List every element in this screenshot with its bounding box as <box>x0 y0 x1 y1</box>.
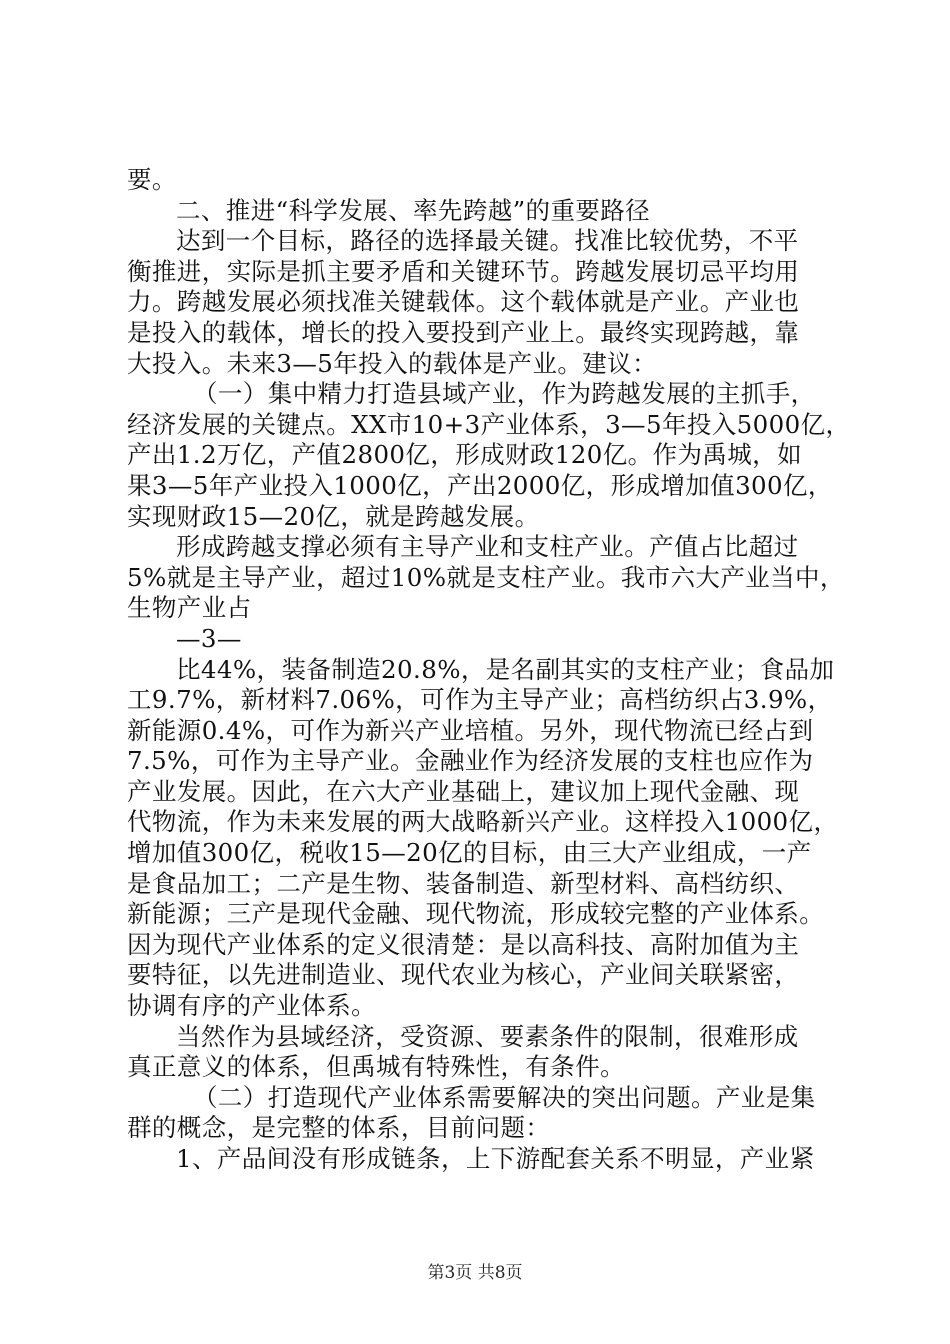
text-line: 真正意义的体系，但禹城有特殊性，有条件。 <box>127 1052 625 1082</box>
text-line: 协调有序的产业体系。 <box>127 991 376 1021</box>
text-line: 群的概念，是完整的体系，目前问题： <box>127 1113 551 1143</box>
text-line: 经济发展的关键点。XX市10+3产业体系，3—5年投入5000亿， <box>127 409 851 439</box>
page-footer: 第3页 共8页 <box>427 1263 523 1283</box>
text-line: 衡推进，实际是抓主要矛盾和关键环节。跨越发展切忌平均用 <box>127 256 800 286</box>
subsection-heading: （一）集中精力打造县域产业，作为跨越发展的主抓手， <box>193 379 816 409</box>
text-line: 5%就是主导产业，超过10%就是支柱产业。我市六大产业当中， <box>127 562 845 592</box>
text-line: 因为现代产业体系的定义很清楚：是以高科技、高附加值为主 <box>127 929 800 959</box>
subsection-heading: （二）打造现代产业体系需要解决的突出问题。产业是集 <box>193 1082 816 1112</box>
text-line: 形成跨越支撑必须有主导产业和支柱产业。产值占比超过 <box>176 532 799 562</box>
text-line: 要特征，以先进制造业、现代农业为核心，产业间关联紧密， <box>127 960 800 990</box>
text-line: 当然作为县域经济，受资源、要素条件的限制，很难形成 <box>176 1021 799 1051</box>
text-line: 果3—5年产业投入1000亿，产出2000亿，形成增加值300亿， <box>127 470 833 500</box>
inline-page-number: —3— <box>176 623 242 653</box>
text-line: 新能源0.4%，可作为新兴产业培植。另外，现代物流已经占到 <box>127 715 814 745</box>
text-line: 实现财政15—20亿，就是跨越发展。 <box>127 501 540 531</box>
list-item: 1、产品间没有形成链条，上下游配套关系不明显，产业紧 <box>176 1144 815 1173</box>
document-body <box>127 165 851 1175</box>
text-line: 代物流，作为未来发展的两大战略新兴产业。这样投入1000亿， <box>127 807 839 837</box>
text-line: 产出1.2万亿，产值2800亿，形成财政120亿。作为禹城，如 <box>127 440 802 470</box>
text-line: 达到一个目标，路径的选择最关键。找准比较优势，不平 <box>176 226 799 256</box>
text-line: 大投入。未来3—5年投入的载体是产业。建议： <box>127 348 657 378</box>
text-line: 生物产业占 <box>127 593 252 623</box>
text-line: 工9.7%，新材料7.06%，可作为主导产业；高档纺织占3.9%， <box>127 685 833 715</box>
text-line: 是食品加工；二产是生物、装备制造、新型材料、高档纺织、 <box>127 868 800 898</box>
text-line: 力。跨越发展必须找准关键载体。这个载体就是产业。产业也 <box>127 287 800 317</box>
text-line: 产业发展。因此，在六大产业基础上，建议加上现代金融、现 <box>127 776 800 806</box>
text-line: 新能源；三产是现代金融、现代物流，形成较完整的产业体系。 <box>127 899 825 929</box>
text-line: 比44%，装备制造20.8%，是名副其实的支柱产业；食品加 <box>176 654 835 684</box>
text-line: 增加值300亿，税收15—20亿的目标，由三大产业组成，一产 <box>127 838 812 868</box>
text-line: 要。 <box>127 165 177 194</box>
text-line: 是投入的载体，增长的投入要投到产业上。最终实现跨越，靠 <box>127 317 800 347</box>
section-heading: 二、推进“科学发展、率先跨越”的重要路径 <box>176 195 651 225</box>
text-line: 7.5%，可作为主导产业。金融业作为经济发展的支柱也应作为 <box>127 746 814 776</box>
